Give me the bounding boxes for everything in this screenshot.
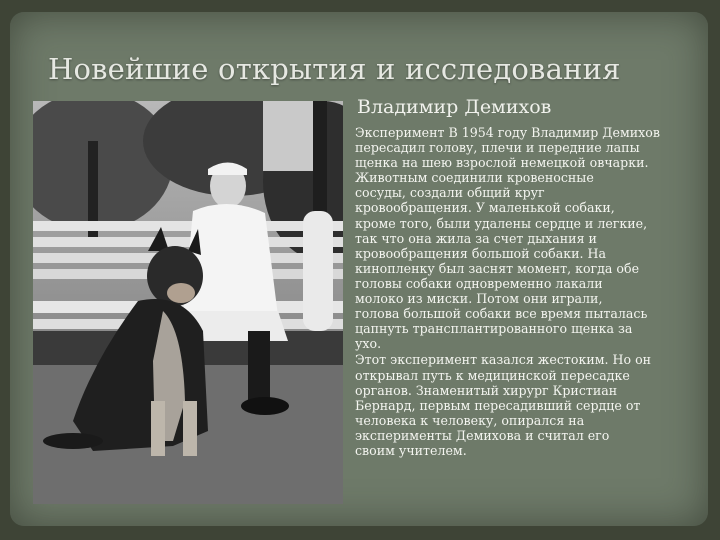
section-subtitle: Владимир Демихов: [357, 96, 552, 118]
text-line: органов. Знаменитый хирург Кристиан: [355, 382, 618, 398]
text-line: так что она жила за счет дыхания и: [355, 230, 597, 246]
text-line: человека к человеку, опирался на: [355, 412, 585, 428]
text-line: Эксперимент В 1954 году Владимир Демихов: [355, 125, 660, 140]
text-line: голова большой собаки все время пыталась: [355, 306, 648, 322]
text-line: кроме того, были удалены сердце и легкие,: [355, 215, 648, 231]
text-line: кровообращения большой собаки. На: [355, 245, 607, 261]
text-line: головы собаки одновременно лакали: [355, 275, 603, 291]
text-line: цапнуть трансплантированного щенка за: [355, 321, 633, 337]
text-line: сосуды, создали общий круг: [355, 185, 545, 201]
text-line: Животным соединили кровеносные: [355, 170, 594, 186]
text-line: щенка на шею взрослой немецкой овчарки.: [355, 155, 649, 171]
photo-demikhov-with-dog: [33, 101, 343, 504]
text-line: эксперименты Демихова и считал его: [355, 427, 610, 443]
body-text: [355, 125, 693, 459]
text-line: кровообращения. У маленькой собаки,: [355, 200, 615, 216]
text-line: пересадил голову, плечи и передние лапы: [355, 140, 640, 156]
text-line: ухо.: [355, 336, 382, 352]
text-line: Бернард, первым пересадивший сердце от: [355, 397, 641, 413]
paragraph-2: [355, 352, 693, 458]
slide-title: Новейшие открытия и исследования: [48, 52, 621, 86]
text-line: Этот эксперимент казался жестоким. Но он: [355, 352, 652, 368]
text-line: своим учителем.: [355, 442, 467, 458]
text-line: открывал путь к медицинской пересадке: [355, 367, 630, 383]
text-line: кинопленку был заснят момент, когда обе: [355, 260, 640, 276]
text-line: молоко из миски. Потом они играли,: [355, 291, 603, 307]
paragraph-1: [355, 125, 693, 351]
photo-illustration: [33, 101, 343, 504]
